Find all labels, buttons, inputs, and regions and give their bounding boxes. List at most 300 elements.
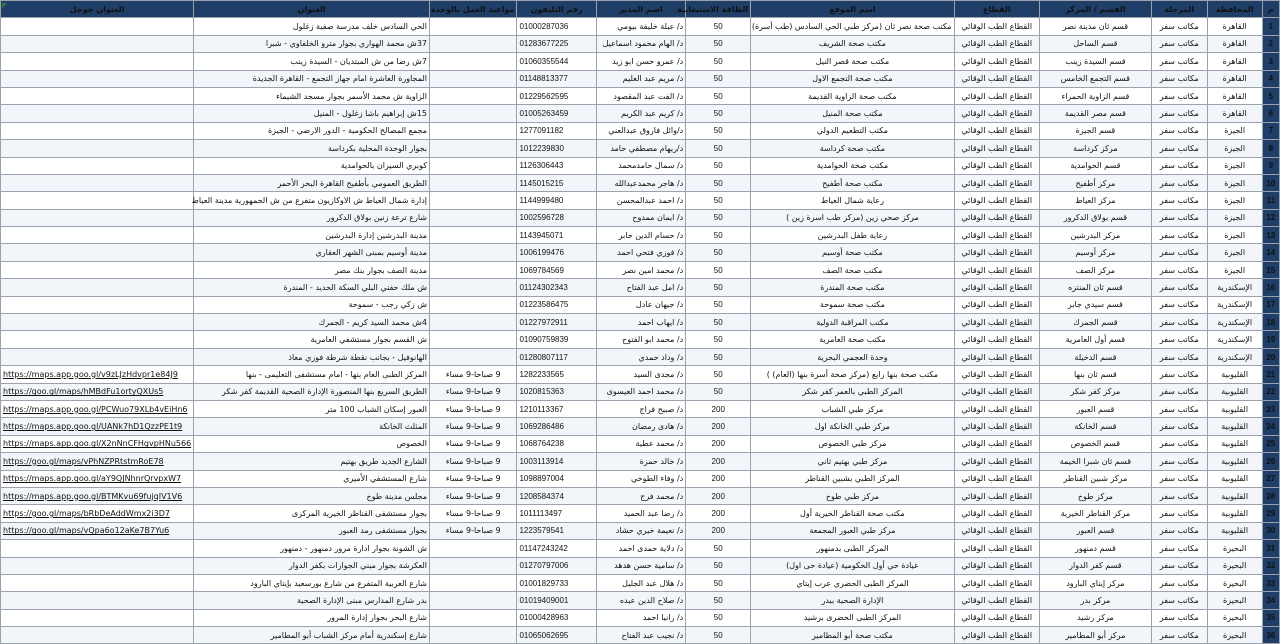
cell-governorate[interactable]: الإسكندرية — [1207, 314, 1262, 331]
cell-site[interactable]: مكتب صحة أبو المطامير — [751, 627, 954, 644]
cell-map-link[interactable] — [1, 487, 194, 504]
cell-phone[interactable]: 1144999480 — [517, 192, 596, 209]
cell-manager[interactable]: د/ محمد عطية — [596, 435, 685, 452]
cell-capacity[interactable]: 50 — [686, 609, 751, 626]
cell-hours[interactable] — [430, 331, 517, 348]
cell-governorate[interactable]: القليوبية — [1207, 400, 1262, 417]
cell-site[interactable]: مكتب المراقبة الدولية — [751, 314, 954, 331]
cell-stage[interactable]: مكاتب سفر — [1151, 348, 1207, 365]
cell-governorate[interactable]: الجيزة — [1207, 157, 1262, 174]
cell-governorate[interactable]: القليوبية — [1207, 366, 1262, 383]
cell-map-link[interactable] — [1, 314, 194, 331]
cell-map-link[interactable] — [1, 87, 194, 104]
cell-site[interactable]: مكتب صحة أوسيم — [751, 244, 954, 261]
cell-row-number[interactable]: 35 — [1262, 609, 1279, 626]
cell-address[interactable]: 15ش إبراهيم باشا زغلول - المنيل — [194, 105, 430, 122]
cell-row-number[interactable]: 21 — [1262, 366, 1279, 383]
cell-site[interactable]: مركز طبي الشباب — [751, 400, 954, 417]
cell-capacity[interactable]: 50 — [686, 540, 751, 557]
cell-manager[interactable]: د/ صلاح الدين عبده — [596, 592, 685, 609]
cell-sector[interactable]: القطاع الطب الوقائي — [954, 279, 1039, 296]
cell-manager[interactable]: د/ دلاية حمدى احمد — [596, 540, 685, 557]
cell-dept[interactable]: قسم ثان مدينة نصر — [1039, 18, 1151, 35]
cell-manager[interactable]: د/ كريم عبد الكريم — [596, 105, 685, 122]
cell-row-number[interactable]: 36 — [1262, 627, 1279, 644]
cell-phone[interactable]: 1012239830 — [517, 140, 596, 157]
google-maps-link[interactable]: https://goo.gl/maps/hMBdFu1ortyQXUs5 — [3, 387, 164, 397]
cell-row-number[interactable]: 5 — [1262, 87, 1279, 104]
cell-site[interactable]: مكتب صحة أطفيح — [751, 174, 954, 191]
cell-map-link[interactable] — [1, 331, 194, 348]
cell-governorate[interactable]: البحيرة — [1207, 609, 1262, 626]
cell-sector[interactable]: القطاع الطب الوقائي — [954, 592, 1039, 609]
cell-phone[interactable]: 1126306443 — [517, 157, 596, 174]
cell-map-link[interactable] — [1, 470, 194, 487]
cell-governorate[interactable]: الإسكندرية — [1207, 348, 1262, 365]
cell-hours[interactable] — [430, 35, 517, 52]
cell-row-number[interactable]: 26 — [1262, 453, 1279, 470]
cell-row-number[interactable]: 29 — [1262, 505, 1279, 522]
cell-row-number[interactable]: 17 — [1262, 296, 1279, 313]
cell-manager[interactable]: د/ ايهاب احمد — [596, 314, 685, 331]
cell-capacity[interactable]: 50 — [686, 314, 751, 331]
cell-hours[interactable] — [430, 87, 517, 104]
cell-manager[interactable]: د/ احمد عبدالمحسن — [596, 192, 685, 209]
cell-dept[interactable]: مركز رشيد — [1039, 609, 1151, 626]
cell-capacity[interactable]: 50 — [686, 122, 751, 139]
cell-address[interactable]: العكرشة بجوار مبني الجوازات بكفر الدوار — [194, 557, 430, 574]
cell-dept[interactable]: مركز الصف — [1039, 261, 1151, 278]
header-dept[interactable]: القسم / المركز — [1039, 1, 1151, 18]
cell-governorate[interactable]: الجيزة — [1207, 227, 1262, 244]
header-hours[interactable]: مواعيد العمل بالوحدة — [430, 1, 517, 18]
cell-row-number[interactable]: 10 — [1262, 174, 1279, 191]
cell-stage[interactable]: مكاتب سفر — [1151, 418, 1207, 435]
cell-dept[interactable]: قسم مصر القديمة — [1039, 105, 1151, 122]
cell-stage[interactable]: مكاتب سفر — [1151, 366, 1207, 383]
cell-capacity[interactable]: 50 — [686, 70, 751, 87]
cell-phone[interactable]: 1068764238 — [517, 435, 596, 452]
cell-governorate[interactable]: القليوبية — [1207, 487, 1262, 504]
header-map[interactable]: العنوان جوجل — [1, 1, 194, 18]
cell-hours[interactable] — [430, 227, 517, 244]
cell-hours[interactable] — [430, 157, 517, 174]
cell-stage[interactable]: مكاتب سفر — [1151, 244, 1207, 261]
cell-governorate[interactable]: القاهرة — [1207, 53, 1262, 70]
cell-stage[interactable]: مكاتب سفر — [1151, 209, 1207, 226]
cell-address[interactable]: ش القسم بجوار مستشفي العامرية — [194, 331, 430, 348]
cell-map-link[interactable] — [1, 261, 194, 278]
cell-stage[interactable]: مكاتب سفر — [1151, 174, 1207, 191]
cell-map-link[interactable] — [1, 574, 194, 591]
cell-manager[interactable]: د/ نجيب عبد الفتاح — [596, 627, 685, 644]
cell-sector[interactable]: القطاع الطب الوقائي — [954, 366, 1039, 383]
cell-capacity[interactable]: 200 — [686, 487, 751, 504]
cell-site[interactable]: مكتب صحة العامرية — [751, 331, 954, 348]
cell-dept[interactable]: قسم ثان المنتزه — [1039, 279, 1151, 296]
cell-hours[interactable] — [430, 314, 517, 331]
cell-hours[interactable]: 9 صباحا-9 مساء — [430, 400, 517, 417]
cell-address[interactable]: شارع المستشفي الأميري — [194, 470, 430, 487]
cell-governorate[interactable]: الجيزة — [1207, 209, 1262, 226]
cell-phone[interactable]: 1145015215 — [517, 174, 596, 191]
cell-site[interactable]: مكتب صحة نصر ثان (مركز طبي الحي السادس (طب أسرة) — [751, 18, 954, 35]
cell-capacity[interactable]: 50 — [686, 574, 751, 591]
cell-site[interactable]: المركز الطبى الحضري عرب إيتاي — [751, 574, 954, 591]
cell-phone[interactable]: 01000428963 — [517, 609, 596, 626]
cell-hours[interactable] — [430, 105, 517, 122]
cell-hours[interactable]: 9 صباحا-9 مساء — [430, 505, 517, 522]
cell-hours[interactable]: 9 صباحا-9 مساء — [430, 418, 517, 435]
cell-row-number[interactable]: 8 — [1262, 140, 1279, 157]
cell-manager[interactable]: د/ امل عبد الفتاح — [596, 279, 685, 296]
cell-capacity[interactable]: 50 — [686, 18, 751, 35]
cell-row-number[interactable]: 6 — [1262, 105, 1279, 122]
cell-sector[interactable]: القطاع الطب الوقائي — [954, 470, 1039, 487]
cell-address[interactable]: الطريق العمومي بأطفيح القاهرة البحر الأحمر — [194, 174, 430, 191]
cell-map-link[interactable] — [1, 192, 194, 209]
cell-stage[interactable]: مكاتب سفر — [1151, 505, 1207, 522]
cell-map-link[interactable] — [1, 209, 194, 226]
cell-address[interactable]: الهانوفيل - بجانب نقطة شرطة فوزي معاذ — [194, 348, 430, 365]
cell-sector[interactable]: القطاع الطب الوقائي — [954, 418, 1039, 435]
cell-hours[interactable] — [430, 122, 517, 139]
cell-row-number[interactable]: 34 — [1262, 592, 1279, 609]
cell-governorate[interactable]: الجيزة — [1207, 192, 1262, 209]
cell-hours[interactable]: 9 صباحا-9 مساء — [430, 522, 517, 539]
cell-dept[interactable]: قسم دمنهور — [1039, 540, 1151, 557]
cell-capacity[interactable]: 50 — [686, 227, 751, 244]
cell-manager[interactable]: د/ الهام محمود اسماعيل — [596, 35, 685, 52]
cell-dept[interactable]: قسم الدخيلة — [1039, 348, 1151, 365]
cell-governorate[interactable]: القليوبية — [1207, 505, 1262, 522]
cell-row-number[interactable]: 16 — [1262, 279, 1279, 296]
cell-map-link[interactable] — [1, 105, 194, 122]
cell-phone[interactable]: 01000287036 — [517, 18, 596, 35]
cell-phone[interactable]: 1006199476 — [517, 244, 596, 261]
cell-stage[interactable]: مكاتب سفر — [1151, 35, 1207, 52]
cell-stage[interactable]: مكاتب سفر — [1151, 522, 1207, 539]
cell-capacity[interactable]: 50 — [686, 209, 751, 226]
cell-sector[interactable]: القطاع الطب الوقائي — [954, 53, 1039, 70]
cell-capacity[interactable]: 50 — [686, 331, 751, 348]
cell-hours[interactable]: 9 صباحا-9 مساء — [430, 487, 517, 504]
cell-dept[interactable]: مركز كفر شكر — [1039, 383, 1151, 400]
cell-capacity[interactable]: 50 — [686, 244, 751, 261]
cell-dept[interactable]: قسم السيدة زينب — [1039, 53, 1151, 70]
cell-site[interactable]: مكتب صحة كرداسة — [751, 140, 954, 157]
cell-capacity[interactable]: 50 — [686, 627, 751, 644]
cell-capacity[interactable]: 50 — [686, 279, 751, 296]
cell-hours[interactable] — [430, 592, 517, 609]
cell-manager[interactable]: د/ حسام الدين جابر — [596, 227, 685, 244]
cell-dept[interactable]: قسم الخانكة — [1039, 418, 1151, 435]
cell-sector[interactable]: القطاع الطب الوقائي — [954, 574, 1039, 591]
cell-capacity[interactable]: 50 — [686, 53, 751, 70]
cell-governorate[interactable]: البحيرة — [1207, 627, 1262, 644]
cell-row-number[interactable]: 14 — [1262, 244, 1279, 261]
header-address[interactable]: العنوان — [194, 1, 430, 18]
cell-dept[interactable]: قسم ثان شبرا الخيمة — [1039, 453, 1151, 470]
cell-sector[interactable]: القطاع الطب الوقائي — [954, 35, 1039, 52]
cell-row-number[interactable]: 33 — [1262, 574, 1279, 591]
cell-dept[interactable]: مركز شبين القناطر — [1039, 470, 1151, 487]
cell-site[interactable]: مكتب صحة القناطر الخيرية أول — [751, 505, 954, 522]
cell-stage[interactable]: مكاتب سفر — [1151, 53, 1207, 70]
cell-site[interactable]: مكتب صحة الحوامدية — [751, 157, 954, 174]
cell-manager[interactable]: د/ عمرو حسن ابو زيد — [596, 53, 685, 70]
cell-site[interactable]: مكتب صحة الشريف — [751, 35, 954, 52]
cell-capacity[interactable]: 200 — [686, 418, 751, 435]
cell-address[interactable]: بدر شارع المدارس مبنى الإدارة الصحية — [194, 592, 430, 609]
cell-sector[interactable]: القطاع الطب الوقائي — [954, 314, 1039, 331]
cell-phone[interactable]: 1223579541 — [517, 522, 596, 539]
cell-stage[interactable]: مكاتب سفر — [1151, 400, 1207, 417]
cell-map-link[interactable] — [1, 400, 194, 417]
cell-sector[interactable]: القطاع الطب الوقائي — [954, 227, 1039, 244]
cell-map-link[interactable] — [1, 557, 194, 574]
header-index[interactable]: م — [1262, 1, 1279, 18]
cell-stage[interactable]: مكاتب سفر — [1151, 609, 1207, 626]
cell-address[interactable]: 4ش محمد السيد كريم - الجمرك — [194, 314, 430, 331]
cell-dept[interactable]: قسم أول العامرية — [1039, 331, 1151, 348]
cell-row-number[interactable]: 28 — [1262, 487, 1279, 504]
cell-phone[interactable]: 1020815363 — [517, 383, 596, 400]
cell-sector[interactable]: القطاع الطب الوقائي — [954, 157, 1039, 174]
cell-stage[interactable]: مكاتب سفر — [1151, 627, 1207, 644]
cell-address[interactable]: الخصوص — [194, 435, 430, 452]
cell-capacity[interactable]: 50 — [686, 383, 751, 400]
cell-map-link[interactable] — [1, 348, 194, 365]
cell-hours[interactable] — [430, 540, 517, 557]
cell-phone[interactable]: 01065062695 — [517, 627, 596, 644]
cell-governorate[interactable]: الجيزة — [1207, 174, 1262, 191]
cell-hours[interactable] — [430, 140, 517, 157]
cell-sector[interactable]: القطاع الطب الوقائي — [954, 122, 1039, 139]
cell-capacity[interactable]: 200 — [686, 453, 751, 470]
cell-phone[interactable]: 01019409001 — [517, 592, 596, 609]
header-manager[interactable]: اسم المدير — [596, 1, 685, 18]
cell-site[interactable]: عيادة حي أول الحكومية (عيادة حى اول) — [751, 557, 954, 574]
cell-dept[interactable]: مركز كرداسة — [1039, 140, 1151, 157]
cell-hours[interactable] — [430, 53, 517, 70]
cell-sector[interactable]: القطاع الطب الوقائي — [954, 609, 1039, 626]
cell-site[interactable]: مركز طبي الخانكة اول — [751, 418, 954, 435]
cell-phone[interactable]: 01280807117 — [517, 348, 596, 365]
cell-phone[interactable]: 01148813377 — [517, 70, 596, 87]
cell-stage[interactable]: مكاتب سفر — [1151, 487, 1207, 504]
cell-map-link[interactable] — [1, 366, 194, 383]
cell-phone[interactable]: 1002596728 — [517, 209, 596, 226]
cell-sector[interactable]: القطاع الطب الوقائي — [954, 540, 1039, 557]
cell-sector[interactable]: القطاع الطب الوقائي — [954, 505, 1039, 522]
cell-manager[interactable]: د/ الفت عبد المقصود — [596, 87, 685, 104]
cell-manager[interactable]: د/ هلال عبد الجليل — [596, 574, 685, 591]
cell-stage[interactable]: مكاتب سفر — [1151, 140, 1207, 157]
cell-stage[interactable]: مكاتب سفر — [1151, 383, 1207, 400]
cell-sector[interactable]: القطاع الطب الوقائي — [954, 192, 1039, 209]
cell-site[interactable]: رعاية طفل البدرشين — [751, 227, 954, 244]
cell-map-link[interactable] — [1, 383, 194, 400]
cell-sector[interactable]: القطاع الطب الوقائي — [954, 140, 1039, 157]
cell-phone[interactable]: 1069286486 — [517, 418, 596, 435]
cell-governorate[interactable]: البحيرة — [1207, 540, 1262, 557]
cell-dept[interactable]: قسم العبور — [1039, 522, 1151, 539]
cell-address[interactable]: شارع البحر بجوار إدارة المرور — [194, 609, 430, 626]
cell-row-number[interactable]: 3 — [1262, 53, 1279, 70]
cell-capacity[interactable]: 200 — [686, 522, 751, 539]
cell-row-number[interactable]: 20 — [1262, 348, 1279, 365]
cell-row-number[interactable]: 24 — [1262, 418, 1279, 435]
cell-governorate[interactable]: القاهرة — [1207, 105, 1262, 122]
cell-capacity[interactable]: 50 — [686, 296, 751, 313]
cell-map-link[interactable] — [1, 505, 194, 522]
cell-address[interactable]: بجوار الوحدة المحلية بكرداسة — [194, 140, 430, 157]
cell-address[interactable]: شارع إسكندرية أمام مركز الشباب أبو المطامير — [194, 627, 430, 644]
cell-manager[interactable]: د/ سمال حامدمحمد — [596, 157, 685, 174]
google-maps-link[interactable]: https://maps.app.goo.gl/PCWuo79XLb4vEiHn6 — [3, 404, 188, 414]
cell-row-number[interactable]: 18 — [1262, 314, 1279, 331]
cell-capacity[interactable]: 50 — [686, 140, 751, 157]
cell-address[interactable]: مدينة الصف بجوار بنك مصر — [194, 261, 430, 278]
cell-stage[interactable]: مكاتب سفر — [1151, 192, 1207, 209]
cell-stage[interactable]: مكاتب سفر — [1151, 470, 1207, 487]
cell-stage[interactable]: مكاتب سفر — [1151, 314, 1207, 331]
cell-address[interactable]: مدينة البدرشين إدارة البدرشين — [194, 227, 430, 244]
cell-dept[interactable]: قسم التجمع الخامس — [1039, 70, 1151, 87]
google-maps-link[interactable]: https://maps.app.goo.gl/BTMKvu69fujqIV1V6 — [3, 491, 183, 501]
cell-phone[interactable]: 1282233565 — [517, 366, 596, 383]
cell-hours[interactable] — [430, 296, 517, 313]
cell-map-link[interactable] — [1, 35, 194, 52]
cell-row-number[interactable]: 27 — [1262, 470, 1279, 487]
cell-address[interactable]: ش الشونة بجوار ادارة مرور دمنهور - دمنهور — [194, 540, 430, 557]
cell-site[interactable]: مركز طبي طوخ — [751, 487, 954, 504]
cell-site[interactable]: مكتب صحة التجمع الاول — [751, 70, 954, 87]
cell-phone[interactable]: 01283677225 — [517, 35, 596, 52]
cell-address[interactable]: شارع ترعة زنين بولاق الدكرور — [194, 209, 430, 226]
cell-map-link[interactable] — [1, 140, 194, 157]
cell-sector[interactable]: القطاع الطب الوقائي — [954, 557, 1039, 574]
cell-address[interactable]: المركز الطبى العام بنها - امام مستشفى التعليمى - بنها — [194, 366, 430, 383]
cell-phone[interactable]: 01124302343 — [517, 279, 596, 296]
cell-phone[interactable]: 01270797006 — [517, 557, 596, 574]
cell-row-number[interactable]: 2 — [1262, 35, 1279, 52]
cell-address[interactable]: شارع العربية المتفرع من شارع بورسعيد بإيتاي البارود — [194, 574, 430, 591]
cell-address[interactable]: بجوار مستشفى رمد العبور — [194, 522, 430, 539]
cell-row-number[interactable]: 7 — [1262, 122, 1279, 139]
cell-phone[interactable]: 1277091182 — [517, 122, 596, 139]
cell-governorate[interactable]: الإسكندرية — [1207, 331, 1262, 348]
cell-dept[interactable]: قسم الحوامدية — [1039, 157, 1151, 174]
cell-manager[interactable]: د/ريهام مصطفي حامد — [596, 140, 685, 157]
cell-governorate[interactable]: القاهرة — [1207, 87, 1262, 104]
cell-capacity[interactable]: 50 — [686, 157, 751, 174]
cell-manager[interactable]: د/ سامية حسن هدهد — [596, 557, 685, 574]
cell-sector[interactable]: القطاع الطب الوقائي — [954, 487, 1039, 504]
cell-capacity[interactable]: 50 — [686, 192, 751, 209]
cell-governorate[interactable]: الجيزة — [1207, 122, 1262, 139]
cell-dept[interactable]: مركز بدر — [1039, 592, 1151, 609]
cell-governorate[interactable]: الجيزة — [1207, 261, 1262, 278]
cell-stage[interactable]: مكاتب سفر — [1151, 574, 1207, 591]
cell-manager[interactable]: د/ ايمان ممدوح — [596, 209, 685, 226]
cell-map-link[interactable] — [1, 592, 194, 609]
cell-manager[interactable]: د/ عبلة خليفة بيومي — [596, 18, 685, 35]
cell-site[interactable]: مركز طبي الخصوص — [751, 435, 954, 452]
cell-stage[interactable]: مكاتب سفر — [1151, 157, 1207, 174]
cell-map-link[interactable] — [1, 18, 194, 35]
cell-address[interactable]: مجلس مدينة طوخ — [194, 487, 430, 504]
cell-site[interactable]: مكتب صحة الزاوية القديمة — [751, 87, 954, 104]
cell-hours[interactable] — [430, 574, 517, 591]
cell-phone[interactable]: 1208584374 — [517, 487, 596, 504]
cell-manager[interactable]: د/ جيهان عادل — [596, 296, 685, 313]
cell-stage[interactable]: مكاتب سفر — [1151, 331, 1207, 348]
cell-stage[interactable]: مكاتب سفر — [1151, 261, 1207, 278]
cell-capacity[interactable]: 50 — [686, 366, 751, 383]
cell-address[interactable]: الشارع الجديد طريق بهتيم — [194, 453, 430, 470]
cell-manager[interactable]: د/ صبيح فراج — [596, 400, 685, 417]
cell-capacity[interactable]: 50 — [686, 35, 751, 52]
cell-map-link[interactable] — [1, 296, 194, 313]
cell-manager[interactable]: د/ هادى رمضان — [596, 418, 685, 435]
cell-stage[interactable]: مكاتب سفر — [1151, 453, 1207, 470]
cell-phone[interactable]: 01090759839 — [517, 331, 596, 348]
cell-row-number[interactable]: 13 — [1262, 227, 1279, 244]
cell-site[interactable]: مركز طبي بهتيم ثاني — [751, 453, 954, 470]
cell-hours[interactable] — [430, 609, 517, 626]
cell-phone[interactable]: 01005263459 — [517, 105, 596, 122]
cell-stage[interactable]: مكاتب سفر — [1151, 18, 1207, 35]
cell-address[interactable]: ش ملك حفني البلي السكة الحديد - المندرة — [194, 279, 430, 296]
cell-dept[interactable]: مركز أوسيم — [1039, 244, 1151, 261]
cell-stage[interactable]: مكاتب سفر — [1151, 70, 1207, 87]
cell-governorate[interactable]: القليوبية — [1207, 470, 1262, 487]
cell-dept[interactable]: قسم بولاق الدكرور — [1039, 209, 1151, 226]
cell-address[interactable]: 7ش رضا من ش المبتديان - السيدة زينب — [194, 53, 430, 70]
cell-dept[interactable]: مركز أطفيح — [1039, 174, 1151, 191]
header-sector[interactable]: القطاع — [954, 1, 1039, 18]
cell-manager[interactable]: د/ محمد فرج — [596, 487, 685, 504]
cell-hours[interactable] — [430, 70, 517, 87]
cell-manager[interactable]: د/ وداد حمدي — [596, 348, 685, 365]
cell-row-number[interactable]: 30 — [1262, 522, 1279, 539]
cell-dept[interactable]: مركز العياط — [1039, 192, 1151, 209]
cell-capacity[interactable]: 200 — [686, 470, 751, 487]
cell-hours[interactable]: 9 صباحا-9 مساء — [430, 435, 517, 452]
cell-address[interactable]: 37ش محمد الهواري بجوار مترو الخلفاوي - شبرا — [194, 35, 430, 52]
cell-map-link[interactable] — [1, 279, 194, 296]
cell-dept[interactable]: قسم الجيزة — [1039, 122, 1151, 139]
cell-capacity[interactable]: 200 — [686, 505, 751, 522]
cell-manager[interactable]: د/ هاجر محمدعبدالله — [596, 174, 685, 191]
cell-sector[interactable]: القطاع الطب الوقائي — [954, 18, 1039, 35]
cell-row-number[interactable]: 12 — [1262, 209, 1279, 226]
cell-governorate[interactable]: الجيزة — [1207, 140, 1262, 157]
cell-stage[interactable]: مكاتب سفر — [1151, 557, 1207, 574]
cell-hours[interactable] — [430, 192, 517, 209]
cell-dept[interactable]: مركز إيتاي البارود — [1039, 574, 1151, 591]
cell-site[interactable]: المركز الطبى بدمنهور — [751, 540, 954, 557]
cell-manager[interactable]: د/ وفاء الطوخي — [596, 470, 685, 487]
cell-address[interactable]: مجمع المصالح الحكومية - الدور الارضي - الجيزة — [194, 122, 430, 139]
cell-sector[interactable]: القطاع الطب الوقائي — [954, 105, 1039, 122]
cell-stage[interactable]: مكاتب سفر — [1151, 592, 1207, 609]
cell-address[interactable]: بجوار مستشفى القناطر الخيرية المركزى — [194, 505, 430, 522]
cell-row-number[interactable]: 1 — [1262, 18, 1279, 35]
header-phone[interactable]: رقم التليفون — [517, 1, 596, 18]
